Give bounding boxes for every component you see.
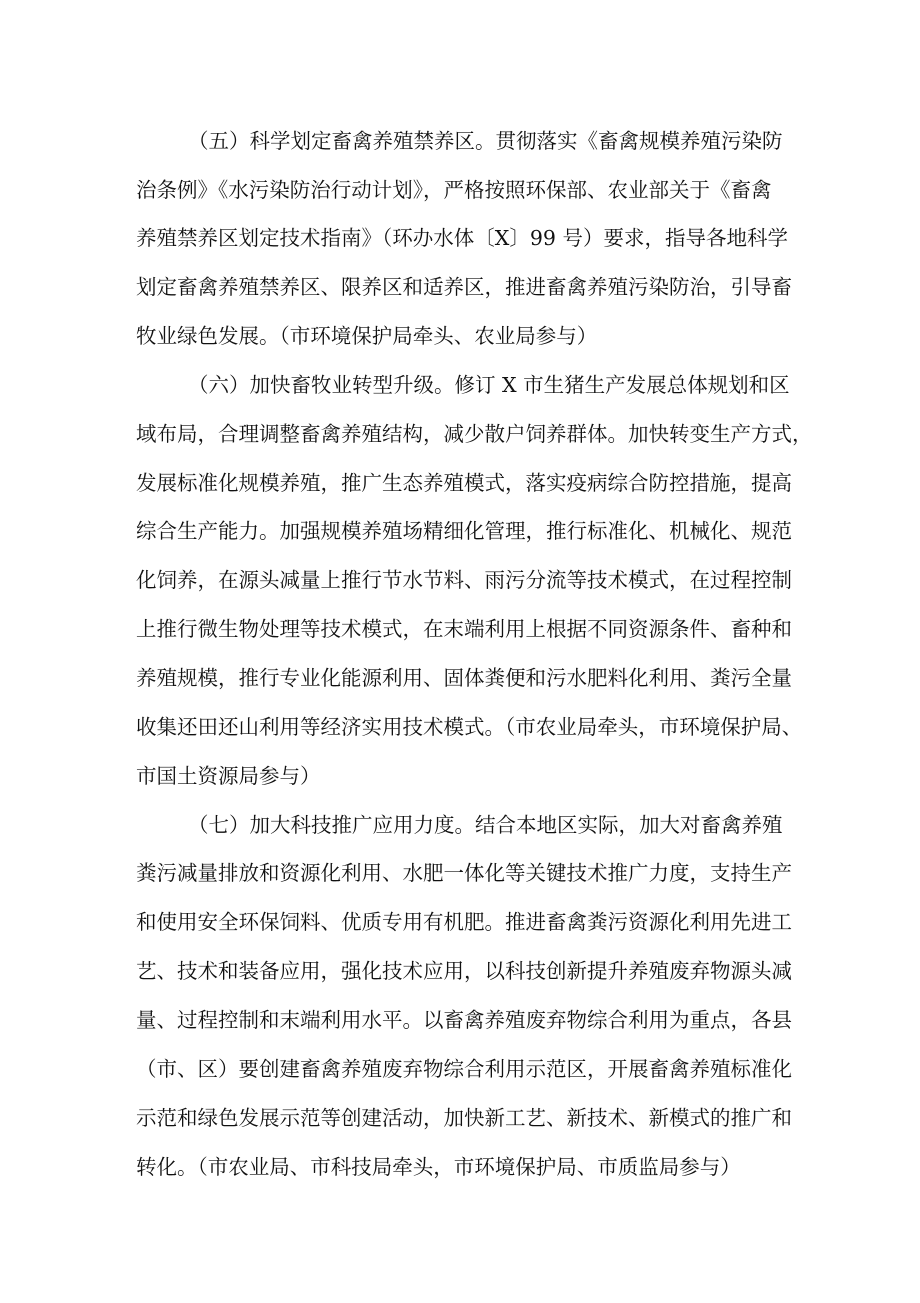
text-line: 市国土资源局参与） <box>136 764 321 788</box>
text-line: 收集还田还山利用等经济实用技术模式。（市农业局牵头，市环境保护局、 <box>136 715 803 739</box>
text-line: （七）加大科技推广应用力度。结合本地区实际，加大对畜禽养殖 <box>188 813 783 837</box>
text-line: 量、过程控制和末端利用水平。以畜禽养殖废弃物综合利用为重点，各县 <box>136 1008 792 1032</box>
text-line: 治条例》《水污染防治行动计划》，严格按照环保部、农业部关于《畜禽 <box>136 178 772 202</box>
text-line: 综合生产能力。加强规模养殖场精细化管理，推行标准化、机械化、规范 <box>136 519 792 543</box>
text-line: 示范和绿色发展示范等创建活动，加快新工艺、新技术、新模式的推广和 <box>136 1106 792 1130</box>
text-line: 化饲养，在源头减量上推行节水节料、雨污分流等技术模式，在过程控制 <box>136 568 792 592</box>
text-line: 牧业绿色发展。（市环境保护局牵头、农业局参与） <box>136 324 598 348</box>
text-line: 转化。（市农业局、市科技局牵头，市环境保护局、市质监局参与） <box>136 1155 741 1179</box>
text-line: 养殖规模，推行专业化能源利用、固体粪便和污水肥料化利用、粪污全量 <box>136 666 792 690</box>
text-line: 养殖禁养区划定技术指南》（环办水体〔X〕99 号）要求，指导各地科学 <box>136 226 788 250</box>
text-line: 艺、技术和装备应用，强化技术应用，以科技创新提升养殖废弃物源头减 <box>136 959 792 983</box>
text-line: 划定畜禽养殖禁养区、限养区和适养区，推进畜禽养殖污染防治，引导畜 <box>136 275 792 299</box>
text-line: 上推行微生物处理等技术模式，在末端利用上根据不同资源条件、畜种和 <box>136 617 792 641</box>
text-line: （五）科学划定畜禽养殖禁养区。贯彻落实《畜禽规模养殖污染防 <box>188 129 783 153</box>
text-line: 发展标准化规模养殖，推广生态养殖模式，落实疫病综合防控措施，提高 <box>136 471 792 495</box>
text-line: 和使用安全环保饲料、优质专用有机肥。推进畜禽粪污资源化利用先进工 <box>136 910 792 934</box>
text-line: （六）加快畜牧业转型升级。修订 X 市生猪生产发展总体规划和区 <box>188 373 790 397</box>
text-line: 粪污减量排放和资源化利用、水肥一体化等关键技术推广力度，支持生产 <box>136 861 792 885</box>
text-line: （市、区）要创建畜禽养殖废弃物综合利用示范区，开展畜禽养殖标准化 <box>136 1057 792 1081</box>
text-line: 域布局，合理调整畜禽养殖结构，减少散户饲养群体。加快转变生产方式， <box>136 422 813 446</box>
